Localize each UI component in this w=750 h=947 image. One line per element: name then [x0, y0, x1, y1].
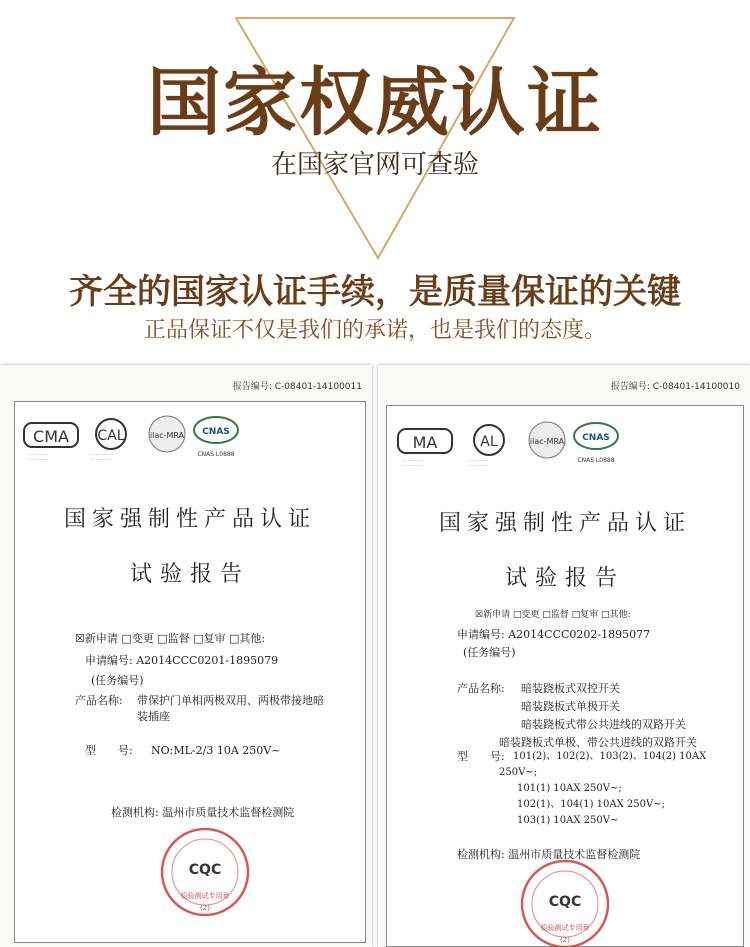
logo-fineprint: ··· ··· ··· ··· ··· ··· ··· ··· — [469, 458, 489, 468]
model-line: 101(1) 10AX 250V~; — [517, 783, 622, 794]
product-name-label: 产品名称: — [457, 682, 505, 695]
model-label: 型 号: — [85, 744, 133, 757]
certificate-document-2 — [378, 365, 750, 947]
model-line: 250V~; — [499, 767, 538, 778]
document-title: 国家强制性产品认证 — [438, 511, 691, 536]
cnas-logo-icon — [571, 420, 621, 466]
official-stamp-icon — [159, 826, 251, 918]
testing-lab: 温州市质量技术监督检测院 — [162, 806, 295, 819]
svg-text:CNAS L0888: CNAS L0888 — [197, 451, 235, 458]
svg-text:CMA: CMA — [33, 427, 69, 446]
application-options: ☒新申请 □变更 □监督 □复审 □其他: — [475, 610, 631, 620]
document-subtitle: 试验报告 — [504, 566, 625, 591]
product-name-line: 暗装跷板式单极、带公共进线的双路开关 — [499, 736, 697, 749]
svg-text:检验测试专用章: 检验测试专用章 — [540, 924, 590, 932]
product-name-line: 暗装跷板式带公共进线的双路开关 — [521, 718, 686, 731]
model-line: 102(1)、104(1) 10AX 250V~; — [517, 799, 665, 810]
accreditation-logos — [387, 414, 743, 476]
hero-title: 国家权威认证 — [147, 60, 603, 146]
svg-text:CNAS: CNAS — [202, 427, 230, 437]
application-number-label: 申请编号: — [85, 654, 133, 667]
accreditation-logos — [15, 410, 365, 472]
testing-lab-label: 检测机构: — [111, 806, 159, 819]
hero-headline: 齐全的国家认证手续，是质量保证的关键 — [69, 272, 681, 312]
svg-text:CNAS: CNAS — [582, 433, 610, 443]
svg-text:检验测试专用章: 检验测试专用章 — [180, 892, 230, 900]
application-options: ☒新申请 □变更 □监督 □复审 □其他: — [75, 632, 266, 645]
model-label: 型 号: — [457, 750, 505, 763]
testing-lab-label: 检测机构: — [457, 848, 505, 861]
hero-subtitle: 在国家官网可查验 — [270, 150, 479, 180]
svg-text:CQC: CQC — [548, 894, 582, 910]
cma-logo-icon — [397, 426, 453, 456]
svg-text:AL: AL — [480, 434, 498, 450]
svg-text:CAL: CAL — [97, 428, 125, 444]
application-number: A2014CCC0202-1895077 — [508, 628, 651, 641]
logo-fineprint: ··· ··· ··· ··· ··· ··· ··· ··· — [91, 452, 111, 462]
product-name-label: 产品名称: — [75, 694, 123, 707]
document-title: 国家强制性产品认证 — [63, 507, 316, 532]
task-number: (任务编号) — [463, 646, 516, 659]
product-name-line: 带保护门单相两极双用、两极带接地暗 — [137, 694, 324, 707]
model-line: 101(2)、102(2)、103(2)、104(2) 10AX — [513, 751, 707, 762]
model-line: 103(1) 10AX 250V~ — [517, 815, 619, 826]
application-number: A2014CCC0201-1895079 — [136, 654, 279, 667]
ilac-mra-logo-icon — [525, 420, 569, 460]
cnas-logo-icon — [191, 414, 241, 460]
logo-fineprint: ··· ··· ··· ··· ··· ··· ··· ··· — [403, 458, 423, 468]
svg-text:ilac-MRA: ilac-MRA — [529, 437, 565, 446]
svg-text:CQC: CQC — [188, 862, 222, 878]
task-number: (任务编号) — [91, 674, 144, 687]
logo-fineprint: ··· ··· ··· ··· ··· ··· ··· ··· — [29, 452, 49, 462]
document-frame — [386, 405, 744, 947]
testing-lab: 温州市质量技术监督检测院 — [508, 848, 641, 861]
svg-text:MA: MA — [412, 433, 438, 452]
product-name-line: 暗装跷板式双控开关 — [521, 682, 620, 695]
report-number: 报告编号: C-08401-14100011 — [232, 382, 362, 392]
cal-logo-icon — [91, 416, 131, 452]
svg-text:ilac-MRA: ilac-MRA — [149, 431, 185, 440]
svg-text:(2): (2) — [560, 936, 570, 944]
application-number-label: 申请编号: — [457, 628, 505, 641]
document-frame — [14, 401, 366, 943]
cma-logo-icon — [23, 420, 79, 450]
official-stamp-icon — [519, 858, 611, 947]
ilac-mra-logo-icon — [145, 414, 189, 454]
product-name-line: 暗装跷板式单极开关 — [521, 700, 620, 713]
report-number: 报告编号: C-08401-14100010 — [610, 382, 740, 392]
product-name-line: 装插座 — [137, 710, 170, 723]
hero-tagline: 正品保证不仅是我们的承诺，也是我们的态度。 — [143, 318, 606, 343]
svg-text:(2): (2) — [200, 904, 210, 912]
certificate-document-1 — [0, 365, 372, 947]
document-subtitle: 试验报告 — [129, 562, 250, 587]
model-line: NO:ML-2/3 10A 250V~ — [151, 744, 281, 757]
svg-text:CNAS L0888: CNAS L0888 — [577, 457, 615, 464]
cal-logo-icon — [469, 422, 509, 458]
hero-banner — [0, 0, 750, 365]
